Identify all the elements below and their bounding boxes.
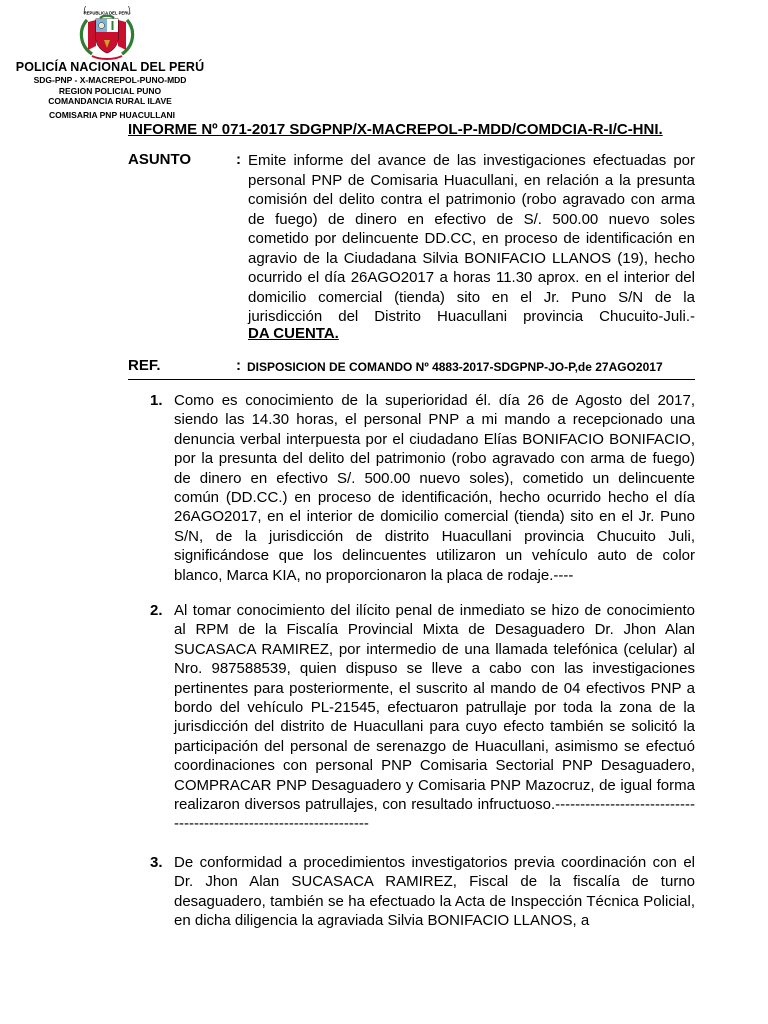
- emblem-label: REPUBLICA DEL PERU: [83, 10, 131, 16]
- letterhead-line-4: COMISARIA PNP HUACULLANI: [48, 110, 176, 120]
- organization-name: POLICÍA NACIONAL DEL PERÚ: [15, 60, 205, 74]
- subject-closing: DA CUENTA.: [248, 325, 339, 342]
- paragraph-number-2: 2.: [150, 602, 163, 619]
- paragraph-3: De conformidad a procedimientos investigatorios previa coordinación con el Dr. Jhon Alan SUCASACA RAMIREZ, Fiscal de la fiscalía de turno desaguadero, también se ha efectuado la Acta de Inspección Técnica Policial, en dicha diligencia la agraviada Silvia BONIFACIO LLANOS, a: [174, 854, 695, 930]
- subject-label: ASUNTO: [128, 151, 192, 168]
- reference-colon: :: [236, 357, 241, 374]
- peru-shield-icon: [72, 6, 142, 62]
- reference-divider: [128, 379, 695, 380]
- paragraph-2: Al tomar conocimiento del ilícito penal de inmediato se hizo de conocimiento al RPM de la Fiscalía Provincial Mixta de Desaguadero Dr. Jhon Alan SUCASACA RAMIREZ, por intermedio de una llamada telefónica (celular) al Nro. 987588539, quien dispuso se lleve a cabo con las investigaciones pertinentes para posteriormente, el suscrito al mando de 04 efectivos PNP a bordo del vehículo PL-21545, efectuaron patrullaje por toda la zona de la jurisdicción del distrito de Huacullani para cuyo efecto también se solicitó la participación del personal de serenazgo de Huacullani, asimismo se efectuó coordinaciones con personal PNP Comisaria Sectorial PNP Desaguadero, COMPRACAR PNP Desaguadero y Comisaria PNP Mazocruz, de igual forma realizaron diversos patrullajes, con resultado infructuoso.-------------------------------------------------------------------: [174, 602, 695, 833]
- paragraph-1: Como es conocimiento de la superioridad él. día 26 de Agosto del 2017, siendo las 14.30 horas, el personal PNP a mi mando a recepcionado una denuncia verbal interpuesta por el ciudadano Elías BONIFACIO BONIFACIO, por la presunta del delito del patrimonio (robo agravado con arma de fuego) de dinero en efectivo S/. 500.00 nuevo soles), cometido un delincuente común (DD.CC.) en proceso de identificación, hecho ocurrido hecho el día 26AGO2017, en el interior de domicilio comercial (tienda) sito en el Jr. Puno S/N, de la jurisdicción de distrito Huacullani provincia Chucuito Juli, significándose que los delincuentes utilizaron un vehículo auto de color blanco, Marca KIA, no proporcionaron la placa de rodaje.----: [174, 392, 695, 584]
- paragraph-number-1: 1.: [150, 392, 163, 409]
- coat-of-arms-emblem: [72, 6, 142, 62]
- letterhead-line-2: REGION POLICIAL PUNO: [58, 86, 162, 96]
- subject-text: [248, 151, 695, 327]
- paragraph-number-3: 3.: [150, 854, 163, 871]
- reference-text: DISPOSICION DE COMANDO Nº 4883-2017-SDGPNP-JO-P,de 27AGO2017: [247, 360, 663, 374]
- subject-colon: :: [236, 151, 241, 168]
- report-title: INFORME Nº 071-2017 SDGPNP/X-MACREPOL-P-MDD/COMDCIA-R-I/C-HNI.: [128, 121, 663, 138]
- letterhead-line-1: SDG-PNP - X-MACREPOL-PUNO-MDD: [33, 75, 187, 85]
- reference-label: REF.: [128, 357, 161, 374]
- subject-text-body: Emite informe del avance de las investigaciones efectuadas por personal PNP de Comisaria Huacullani, en relación a la presunta comisión del delito contra el patrimonio (robo agravado con arma de fuego) de dinero en efectivo de S/. 500.00 nuevo soles cometido por delincuente DD.CC, en proceso de identificación en agravio de la Ciudadana Silvia BONIFACIO LLANOS (19), hecho ocurrido el día 26AGO2017 a horas 11.30 aprox. en el interior del domicilio comercial (tienda) sito en el Jr. Puno S/N de la jurisdicción del Distrito Huacullani provincia Chucuito-Juli.-: [248, 152, 695, 325]
- letterhead-line-3: COMANDANCIA RURAL ILAVE: [48, 96, 172, 106]
